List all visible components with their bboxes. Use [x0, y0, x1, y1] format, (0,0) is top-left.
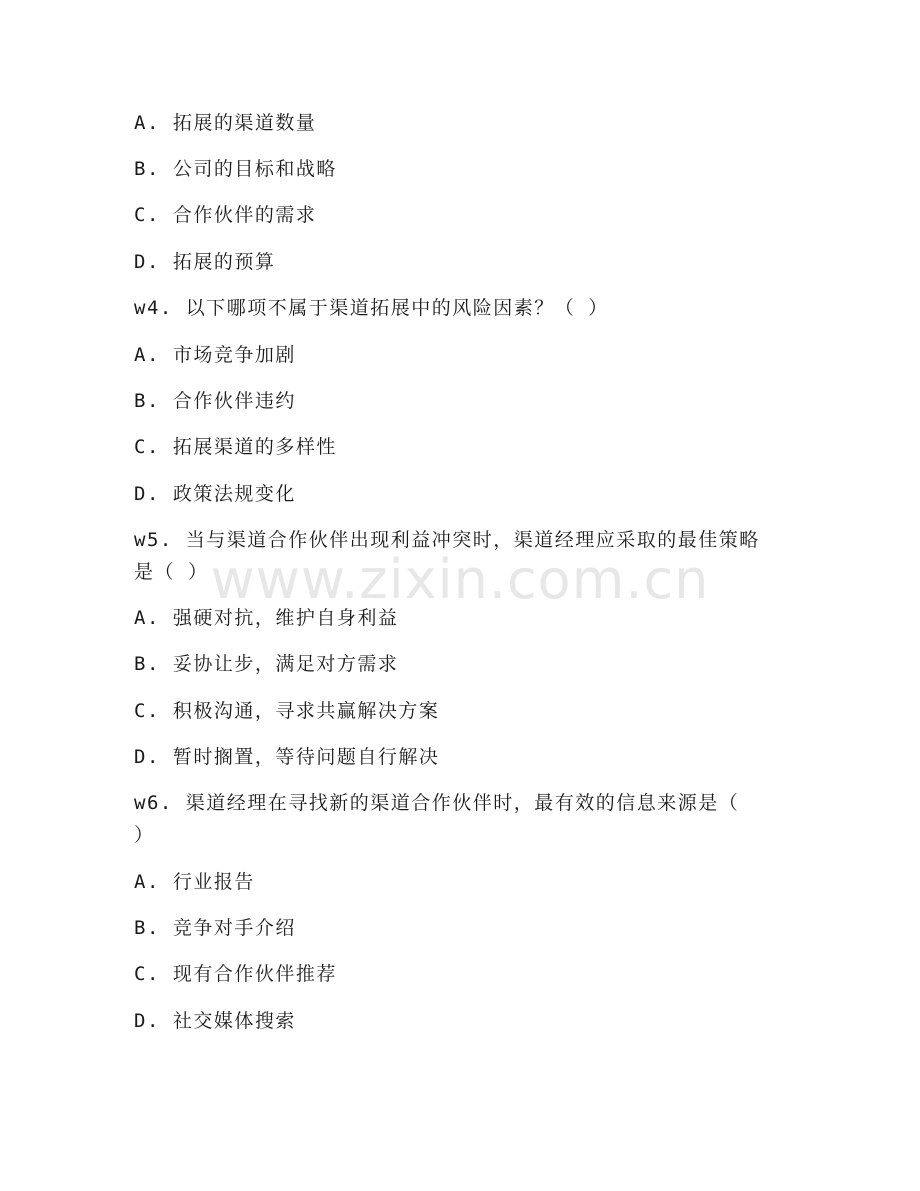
option-d: D. 政策法规变化 — [134, 483, 296, 505]
option-a: A. 行业报告 — [134, 871, 255, 893]
option-d: D. 社交媒体搜索 — [134, 1010, 296, 1032]
option-b: B. 公司的目标和战略 — [134, 158, 337, 180]
option-c: C. 拓展渠道的多样性 — [134, 436, 337, 458]
option-b: B. 竞争对手介绍 — [134, 917, 296, 939]
question-w4: w4. 以下哪项不属于渠道拓展中的风险因素？（ ） — [134, 297, 609, 319]
option-c: C. 现有合作伙伴推荐 — [134, 963, 337, 985]
watermark: www.zixin.com.cn — [210, 548, 710, 611]
option-c: C. 合作伙伴的需求 — [134, 204, 317, 226]
option-a: A. 强硬对抗，维护自身利益 — [134, 607, 399, 629]
option-d: D. 暂时搁置，等待问题自行解决 — [134, 746, 440, 768]
question-w6-continued: ） — [134, 824, 155, 846]
option-c: C. 积极沟通，寻求共赢解决方案 — [134, 700, 440, 722]
question-w5-continued: 是（ ） — [134, 561, 209, 583]
option-d: D. 拓展的预算 — [134, 251, 276, 273]
option-a: A. 拓展的渠道数量 — [134, 112, 317, 134]
option-b: B. 合作伙伴违约 — [134, 390, 296, 412]
question-w6: w6. 渠道经理在寻找新的渠道合作伙伴时，最有效的信息来源是（ — [134, 792, 740, 814]
option-a: A. 市场竞争加剧 — [134, 344, 296, 366]
question-w5: w5. 当与渠道合作伙伴出现利益冲突时，渠道经理应采取的最佳策略 — [134, 529, 760, 551]
option-b: B. 妥协让步，满足对方需求 — [134, 653, 399, 675]
